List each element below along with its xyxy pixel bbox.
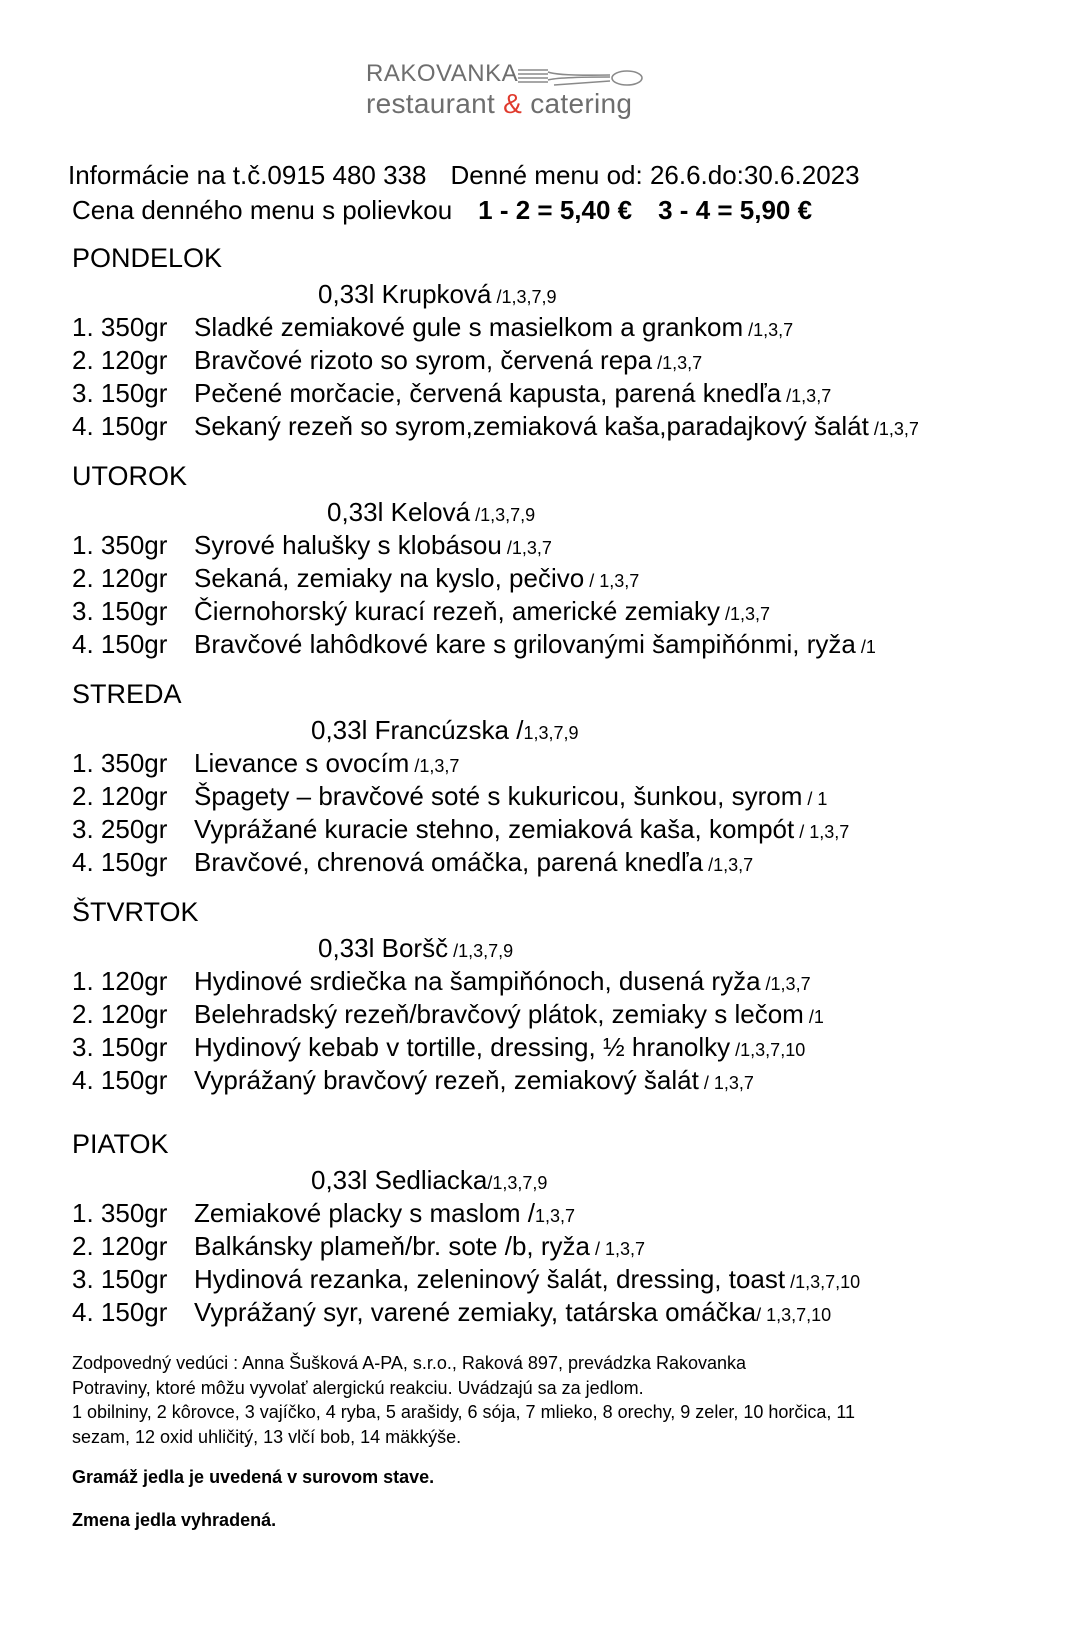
item-name: Hydinový kebab v tortille, dressing, ½ hranolky	[194, 1032, 731, 1062]
menu-item	[72, 530, 552, 561]
item-name: Hydinové srdiečka na šampiňónoch, dusená ryža	[194, 966, 761, 996]
item-portion: 2. 120gr	[72, 781, 168, 811]
menu-item	[72, 814, 849, 845]
price-3-4: 3 - 4 = 5,90 €	[658, 195, 813, 225]
item-name: Belehradský rezeň/bravčový plátok, zemiaky s lečom	[194, 999, 804, 1029]
menu-item	[72, 847, 753, 878]
item-portion: 1. 120gr	[72, 966, 168, 996]
menu-item	[72, 1231, 645, 1262]
menu-item	[72, 1198, 575, 1229]
item-allergens: /1	[803, 1007, 824, 1027]
menu-item	[72, 596, 770, 627]
item-portion: 3. 250gr	[72, 814, 168, 844]
allergen-list-line-2: sezam, 12 oxid uhličitý, 13 vlčí bob, 14 mäkkýše.	[72, 1427, 462, 1447]
item-name: Hydinová rezanka, zeleninový šalát, dressing, toast	[194, 1264, 786, 1294]
soup-name: 0,33l Krupková	[318, 279, 492, 309]
item-portion: 2. 120gr	[72, 999, 168, 1029]
item-name: Vyprážaný syr, varené zemiaky, tatárska omáčka	[194, 1297, 757, 1327]
item-allergens: /1,3,7	[781, 386, 832, 406]
item-allergens: 1,3,7	[534, 1206, 576, 1226]
item-portion: 4. 150gr	[72, 847, 168, 877]
item-allergens: /1,3,7	[719, 604, 771, 624]
weight-note: Gramáž jedla je uvedená v surovom stave.	[72, 1467, 435, 1487]
contact-and-dates	[68, 160, 860, 191]
item-portion: 2. 120gr	[72, 563, 168, 593]
soup-monday	[318, 279, 557, 310]
menu-item	[72, 999, 824, 1030]
allergen-list-line-1: 1 obilniny, 2 kôrovce, 3 vajíčko, 4 ryba, 5 arašidy, 6 sója, 7 mlieko, 8 orechy, 9 zeler, 10 horčica, 11	[72, 1402, 856, 1422]
item-name: Bravčové, chrenová omáčka, parená knedľa	[194, 847, 704, 877]
soup-tuesday	[327, 497, 535, 528]
price-1-2: 1 - 2 = 5,40 €	[478, 195, 633, 225]
soup-allergens: /1,3,7,9	[491, 287, 557, 307]
logo-tagline-catering: catering	[530, 88, 633, 119]
item-name: Sladké zemiakové gule s masielkom a grankom	[194, 312, 744, 342]
item-name: Balkánsky plameň/br. sote /b, ryža	[194, 1231, 590, 1261]
soup-allergens: /1,3,7,9	[470, 505, 536, 525]
menu-item	[72, 563, 639, 594]
item-allergens: /1,3,7	[760, 974, 811, 994]
item-allergens: / 1,3,7	[584, 571, 640, 591]
soup-allergens: /1,3,7,9	[448, 941, 514, 961]
item-name: Sekaný rezeň so syrom,zemiaková kaša,paradajkový šalát	[194, 411, 869, 441]
item-portion: 4. 150gr	[72, 411, 168, 441]
soup-thursday	[318, 933, 513, 964]
item-portion: 4. 150gr	[72, 1065, 168, 1095]
item-name: Bravčové rizoto so syrom, červená repa	[194, 345, 653, 375]
item-name: Lievance s ovocím	[194, 748, 410, 778]
item-portion: 1. 350gr	[72, 530, 168, 560]
item-name: Čiernohorský kurací rezeň, americké zemiaky	[194, 596, 720, 626]
item-allergens: / 1,3,7,10	[756, 1305, 832, 1325]
menu-item	[72, 1032, 805, 1063]
item-allergens: /1,3,7,10	[730, 1040, 806, 1060]
soup-friday	[311, 1165, 547, 1196]
menu-item	[72, 781, 827, 812]
item-name: Špagety – bravčové soté s kukuricou, šunkou, syrom	[194, 781, 803, 811]
day-title-tuesday: UTOROK	[72, 461, 188, 491]
day-title-thursday: ŠTVRTOK	[72, 897, 199, 927]
item-portion: 3. 150gr	[72, 1032, 168, 1062]
item-allergens: / 1,3,7	[589, 1239, 646, 1259]
soup-name: 0,33l Sedliacka	[311, 1165, 488, 1195]
menu-item	[72, 966, 811, 997]
menu-item	[72, 378, 831, 409]
menu-item	[72, 629, 876, 660]
item-portion: 4. 150gr	[72, 629, 168, 659]
item-portion: 2. 120gr	[72, 345, 168, 375]
item-allergens: /1,3,7	[743, 320, 794, 340]
allergen-note: Potraviny, ktoré môžu vyvolať alergickú reakciu. Uvádzajú sa za jedlom.	[72, 1378, 644, 1398]
soup-allergens: /1,3,7,9	[487, 1173, 548, 1193]
day-title-monday: PONDELOK	[72, 243, 223, 273]
item-allergens: /1,3,7	[868, 419, 919, 439]
menu-item	[72, 1264, 860, 1295]
item-name: Vyprážaný bravčový rezeň, zemiakový šalát	[194, 1065, 699, 1095]
menu-item	[72, 411, 919, 442]
logo-ampersand: &	[503, 88, 523, 119]
item-portion: 3. 150gr	[72, 1264, 168, 1294]
logo-tagline	[366, 88, 632, 120]
item-name: Vyprážané kuracie stehno, zemiaková kaša, kompót	[194, 814, 795, 844]
menu-item	[72, 345, 702, 376]
item-name: Pečené morčacie, červená kapusta, parená knedľa	[194, 378, 782, 408]
soup-name: 0,33l Kelová	[327, 497, 471, 527]
item-allergens: / 1,3,7	[794, 822, 850, 842]
contact-info: Informácie na t.č.0915 480 338	[68, 160, 427, 190]
menu-dates: Denné menu od: 26.6.do:30.6.2023	[450, 160, 860, 190]
item-allergens: /1,3,7	[409, 756, 460, 776]
item-allergens: /1,3,7	[652, 353, 703, 373]
item-portion: 1. 350gr	[72, 748, 168, 778]
item-portion: 2. 120gr	[72, 1231, 168, 1261]
item-allergens: / 1	[802, 789, 828, 809]
price-label: Cena denného menu s polievkou	[72, 195, 453, 225]
item-allergens: / 1,3,7	[698, 1073, 754, 1093]
soup-allergens: 1,3,7,9	[523, 723, 579, 743]
day-title-wednesday: STREDA	[72, 679, 182, 709]
menu-item	[72, 1297, 831, 1328]
logo-tagline-restaurant: restaurant	[366, 88, 496, 119]
soup-name: 0,33l Francúzska /	[311, 715, 524, 745]
item-portion: 4. 150gr	[72, 1297, 168, 1327]
item-portion: 1. 350gr	[72, 1198, 168, 1228]
menu-item	[72, 312, 793, 343]
item-portion: 1. 350gr	[72, 312, 168, 342]
item-portion: 3. 150gr	[72, 378, 168, 408]
menu-item	[72, 1065, 754, 1096]
item-allergens: /1,3,7,10	[785, 1272, 861, 1292]
item-name: Zemiakové placky s maslom /	[194, 1198, 535, 1228]
item-name: Bravčové lahôdkové kare s grilovanými šampiňónmi, ryža	[194, 629, 856, 659]
item-allergens: /1,3,7	[703, 855, 754, 875]
item-name: Sekaná, zemiaky na kyslo, pečivo	[194, 563, 585, 593]
day-title-friday: PIATOK	[72, 1129, 169, 1159]
restaurant-logo	[366, 58, 666, 128]
item-allergens: /1,3,7	[501, 538, 552, 558]
responsible-person: Zodpovedný vedúci : Anna Šušková A-PA, s.r.o., Raková 897, prevádzka Rakovanka	[72, 1353, 747, 1373]
price-line	[72, 195, 812, 226]
change-note: Zmena jedla vyhradená.	[72, 1510, 277, 1530]
soup-name: 0,33l Boršč	[318, 933, 449, 963]
item-allergens: /1	[855, 637, 876, 657]
item-name: Syrové halušky s klobásou	[194, 530, 502, 560]
item-portion: 3. 150gr	[72, 596, 168, 626]
logo-name: RAKOVANKA	[366, 60, 519, 87]
menu-item	[72, 748, 459, 779]
soup-wednesday	[311, 715, 578, 746]
